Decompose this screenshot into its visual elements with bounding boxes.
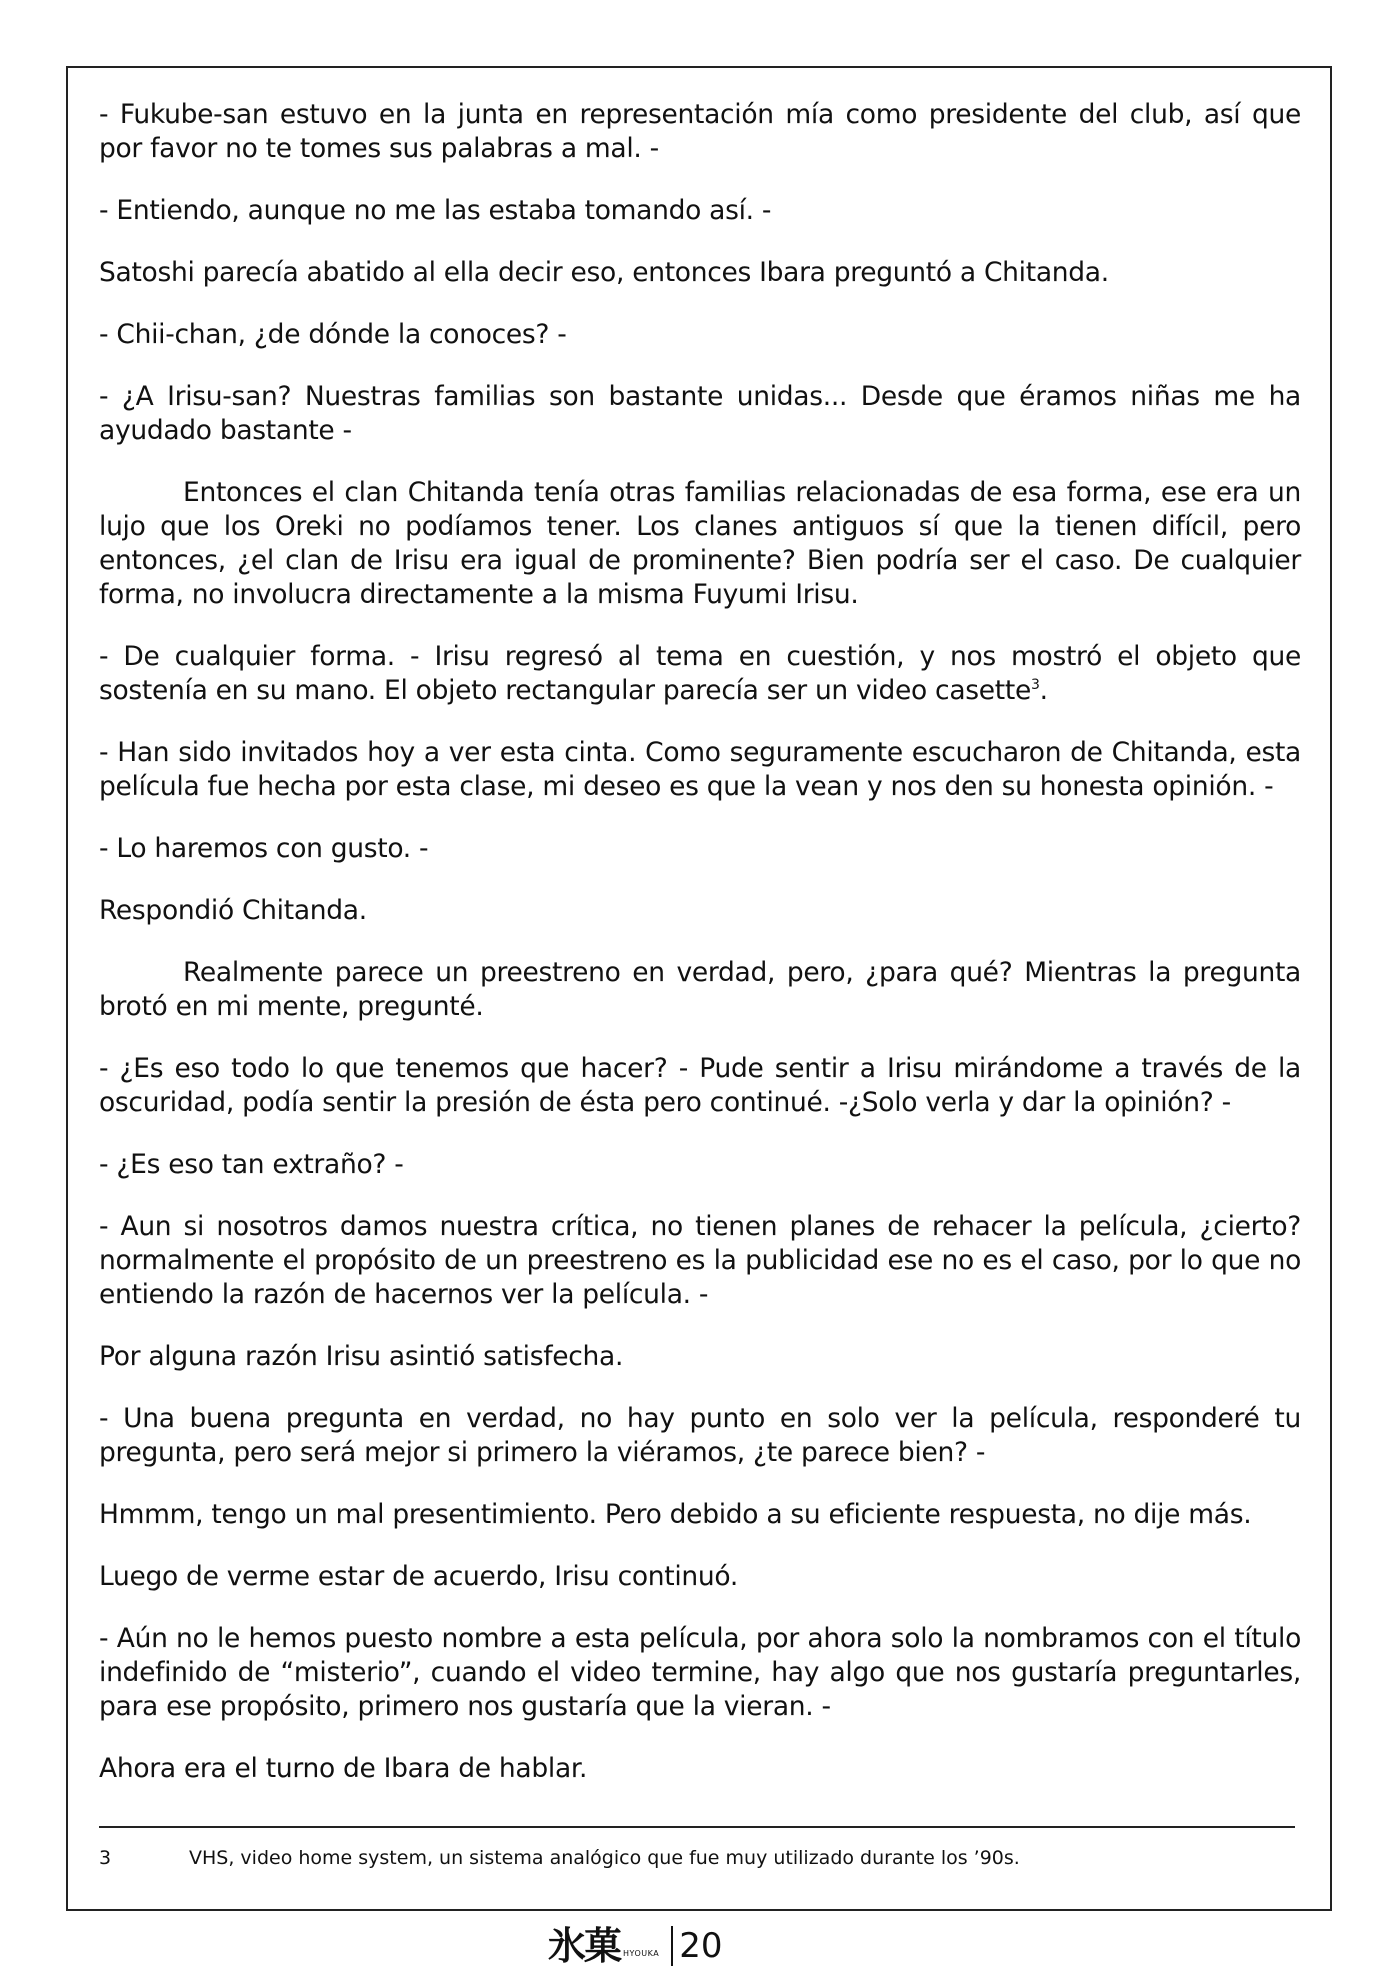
footnote-number: 3 (99, 1847, 112, 1869)
footnote (99, 1845, 1295, 1871)
paragraph-with-footnote-ref (99, 640, 1301, 708)
paragraph: Respondió Chitanda. (99, 895, 367, 926)
hyouka-logo-romaji: HYOUKA (623, 1948, 660, 1958)
paragraph-text: - De cualquier forma. - Irisu regresó al tema en cuestión, y nos mostró el objeto que sostenía en su mano. El objeto rectangular parecía ser un video casette (99, 641, 1301, 706)
paragraph: - ¿Es eso tan extraño? - (99, 1149, 404, 1180)
paragraph: - ¿A Irisu-san? Nuestras familias son bastante unidas... Desde que éramos niñas me ha ayudado bastante - (99, 381, 1301, 446)
page-footer (548, 1920, 722, 1972)
paragraph: Entonces el clan Chitanda tenía otras familias relacionadas de esa forma, ese era un lujo que los Oreki no podíamos tener. Los clanes antiguos sí que la tienen difícil, pero entonces, ¿el clan de Irisu era igual de prominente? Bien podría ser el caso. De cualquier forma, no involucra directamente a la misma Fuyumi Irisu. (99, 477, 1301, 610)
paragraph: Ahora era el turno de Ibara de hablar. (99, 1753, 588, 1784)
paragraph: - Lo haremos con gusto. - (99, 833, 429, 864)
footer-separator (671, 1926, 673, 1966)
page-number: 20 (679, 1926, 723, 1966)
paragraph: Luego de verme estar de acuerdo, Irisu continuó. (99, 1561, 738, 1592)
paragraph: - Han sido invitados hoy a ver esta cinta. Como seguramente escucharon de Chitanda, esta película fue hecha por esta clase, mi deseo es que la vean y nos den su honesta opinión. - (99, 737, 1301, 802)
paragraph: - Aún no le hemos puesto nombre a esta película, por ahora solo la nombramos con el título indefinido de “misterio”, cuando el video termine, hay algo que nos gustaría preguntarles, para ese propósito, primero nos gustaría que la vieran. - (99, 1623, 1301, 1722)
footnote-divider (99, 1826, 1295, 1828)
paragraph-tail: . (1039, 675, 1048, 706)
footnote-reference[interactable]: 3 (1030, 677, 1040, 694)
paragraph: - Chii-chan, ¿de dónde la conoces? - (99, 319, 567, 350)
footnote-text: VHS, video home system, un sistema analógico que fue muy utilizado durante los ’90s. (189, 1847, 1020, 1869)
paragraph: - Entiendo, aunque no me las estaba tomando así. - (99, 195, 772, 226)
paragraph: Por alguna razón Irisu asintió satisfecha. (99, 1341, 624, 1372)
paragraph: Realmente parece un preestreno en verdad, pero, ¿para qué? Mientras la pregunta brotó en mi mente, pregunté. (99, 957, 1301, 1022)
paragraph: - Aun si nosotros damos nuestra crítica, no tienen planes de rehacer la película, ¿cierto? normalmente el propósito de un preestreno es la publicidad ese no es el caso, por lo que no entiendo la razón de hacernos ver la película. - (99, 1211, 1301, 1310)
hyouka-logo: 氷菓 (548, 1923, 621, 1968)
paragraph: - ¿Es eso todo lo que tenemos que hacer? - Pude sentir a Irisu mirándome a través de la oscuridad, podía sentir la presión de ésta pero continué. -¿Solo verla y dar la opinión? - (99, 1053, 1301, 1118)
paragraph: - Fukube-san estuvo en la junta en representación mía como presidente del club, así que por favor no te tomes sus palabras a mal. - (99, 99, 1301, 164)
body-text (99, 98, 1301, 1814)
paragraph: Hmmm, tengo un mal presentimiento. Pero debido a su eficiente respuesta, no dije más. (99, 1499, 1252, 1530)
paragraph: - Una buena pregunta en verdad, no hay punto en solo ver la película, responderé tu pregunta, pero será mejor si primero la viéramos, ¿te parece bien? - (99, 1403, 1301, 1468)
paragraph: Satoshi parecía abatido al ella decir eso, entonces Ibara preguntó a Chitanda. (99, 257, 1109, 288)
